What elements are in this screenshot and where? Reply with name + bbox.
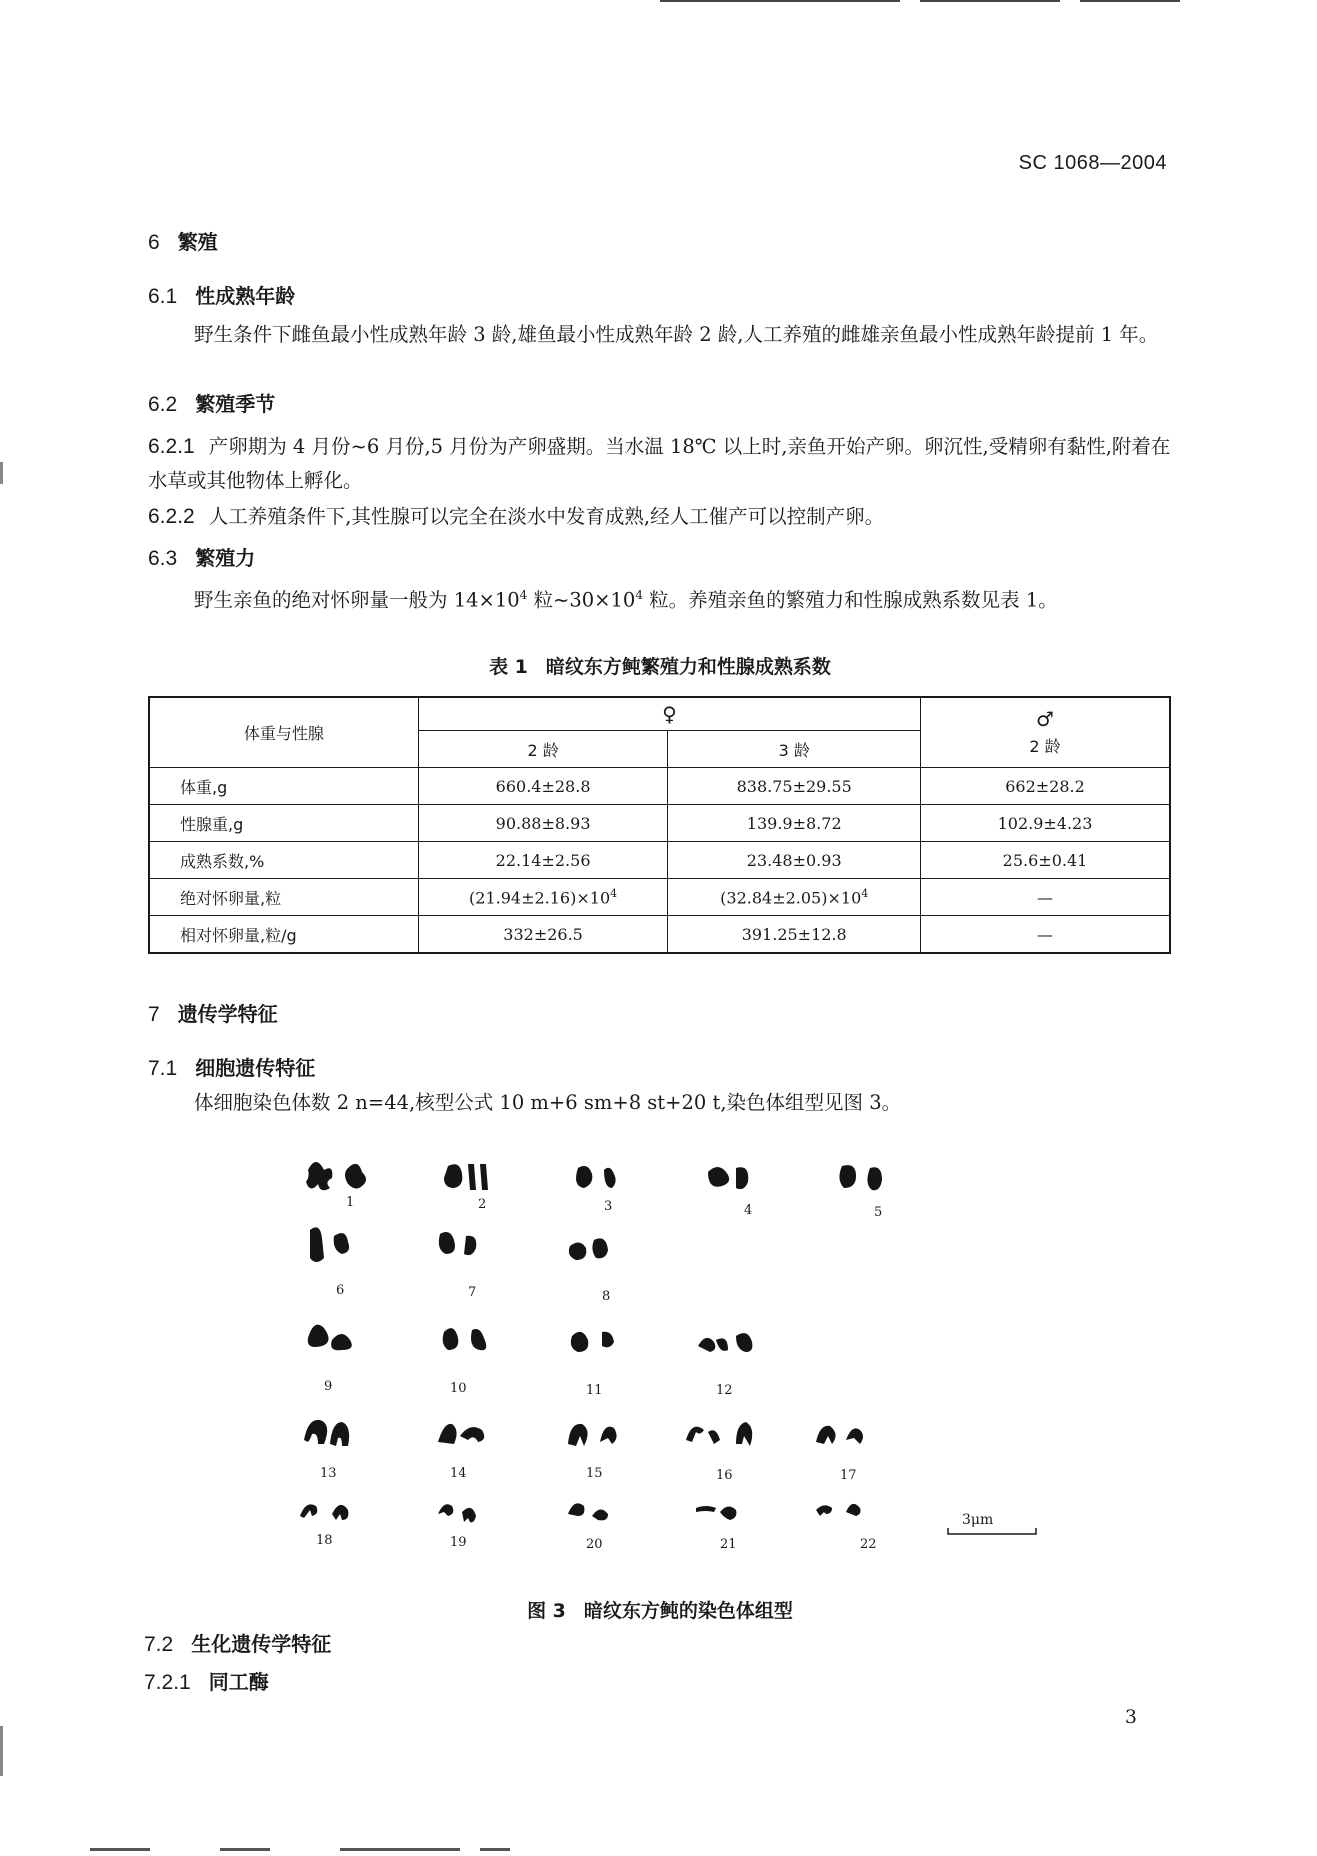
section-number: 7.1	[148, 1057, 178, 1080]
table-corner-header: 体重与性腺	[149, 697, 418, 768]
chromosome-label: 9	[324, 1379, 333, 1394]
value-text: (21.94±2.16)×10	[469, 888, 611, 908]
chromosome-label: 21	[720, 1537, 737, 1552]
caption-number: 表 1	[489, 656, 528, 678]
cell-value: 22.14±2.56	[418, 842, 668, 879]
scan-margin-mark	[0, 462, 3, 484]
cell-value: —	[921, 879, 1170, 916]
cell-value: 391.25±12.8	[668, 916, 921, 954]
paragraph-6-2-2	[148, 500, 1172, 534]
table-1	[148, 696, 1171, 954]
chromosome-labels-row-5	[316, 1533, 877, 1552]
chromosome-label: 13	[320, 1466, 337, 1481]
table-row	[149, 916, 1170, 954]
chromosome-label: 3	[604, 1199, 613, 1214]
cell-value: 662±28.2	[921, 768, 1170, 805]
chromosome-label: 15	[586, 1466, 603, 1481]
chromosome-label: 19	[450, 1535, 467, 1550]
scan-artifact-line	[340, 1848, 460, 1851]
section-title: 遗传学特征	[177, 1002, 278, 1026]
section-number: 6.3	[148, 547, 178, 570]
chromosome-labels-row-2	[336, 1283, 610, 1304]
caption-text: 暗纹东方鲀的染色体组型	[583, 1600, 793, 1622]
chromosome-label: 11	[586, 1383, 603, 1398]
figure-3-caption	[148, 1596, 1172, 1623]
section-7-2-1-heading	[144, 1666, 269, 1695]
chromosome-labels-row-3	[324, 1379, 733, 1398]
chromosome-row-4	[304, 1420, 863, 1446]
caption-text: 暗纹东方鲀繁殖力和性腺成熟系数	[545, 656, 831, 678]
male-header	[921, 697, 1170, 768]
scan-artifact-line	[1080, 0, 1180, 2]
caption-number: 图 3	[527, 1600, 566, 1622]
chromosome-label: 1	[346, 1195, 355, 1210]
chromosome-label: 2	[478, 1197, 487, 1212]
scan-artifact-line	[90, 1848, 150, 1851]
section-7-heading	[148, 998, 278, 1027]
section-number: 7	[148, 1003, 160, 1026]
male-age: 2 龄	[1029, 736, 1061, 756]
chromosome-labels-row-1	[346, 1195, 882, 1220]
section-title: 细胞遗传特征	[195, 1056, 316, 1080]
value-text: (32.84±2.05)×10	[720, 888, 862, 908]
cell-value: 25.6±0.41	[921, 842, 1170, 879]
chromosome-label: 4	[744, 1203, 753, 1218]
cell-value: 23.48±0.93	[668, 842, 921, 879]
chromosome-label: 6	[336, 1283, 345, 1298]
scale-bar	[948, 1512, 1036, 1534]
chromosome-row-5	[300, 1503, 861, 1522]
chromosome-label: 22	[860, 1537, 877, 1552]
superscript: 4	[519, 588, 528, 602]
section-title: 繁殖季节	[195, 392, 276, 416]
scan-margin-mark	[0, 1726, 3, 1776]
paragraph-7-1: 体细胞染色体数 2 n=44,核型公式 10 m+6 sm+8 st+20 t,染色体组型见图 3。	[194, 1091, 902, 1114]
superscript: 4	[861, 886, 869, 900]
chromosome-row-1	[306, 1162, 882, 1190]
scan-artifact-line	[660, 0, 900, 2]
text-segment: 野生亲鱼的绝对怀卵量一般为 14×10	[194, 588, 520, 612]
cell-value	[418, 879, 668, 916]
karyotype-figure	[290, 1150, 1060, 1570]
chromosome-label: 14	[450, 1466, 467, 1481]
chromosome-label: 8	[602, 1289, 611, 1304]
clause-number: 6.2.2	[148, 505, 195, 528]
chromosome-label: 17	[840, 1468, 857, 1483]
scale-label: 3μm	[962, 1512, 994, 1528]
superscript: 4	[610, 886, 618, 900]
section-6-3-heading	[148, 542, 255, 571]
row-label: 绝对怀卵量,粒	[149, 879, 418, 916]
clause-text: 人工养殖条件下,其性腺可以完全在淡水中发育成熟,经人工催产可以控制产卵。	[208, 505, 885, 528]
chromosome-label: 18	[316, 1533, 333, 1548]
section-number: 7.2.1	[144, 1671, 191, 1694]
section-6-2-heading	[148, 388, 275, 417]
row-label: 体重,g	[149, 768, 418, 805]
row-label: 相对怀卵量,粒/g	[149, 916, 418, 954]
text-segment: 粒。养殖亲鱼的繁殖力和性腺成熟系数见表 1。	[642, 588, 1058, 612]
female-symbol: ♀	[418, 697, 920, 731]
section-number: 7.2	[144, 1633, 174, 1656]
chromosome-label: 7	[468, 1285, 477, 1300]
table-1-caption	[148, 652, 1172, 679]
chromosome-row-3	[308, 1325, 753, 1352]
cell-value: 332±26.5	[418, 916, 668, 954]
section-title: 生化遗传学特征	[191, 1632, 332, 1656]
cell-value: 90.88±8.93	[418, 805, 668, 842]
paragraph-6-1: 野生条件下雌鱼最小性成熟年龄 3 龄,雄鱼最小性成熟年龄 2 龄,人工养殖的雌雄亲鱼最小性成熟年龄提前 1 年。	[194, 323, 1159, 346]
section-number: 6.1	[148, 285, 178, 308]
table-row	[149, 768, 1170, 805]
standard-code: SC 1068—2004	[1018, 152, 1167, 174]
table-row	[149, 805, 1170, 842]
section-title: 繁殖	[177, 230, 218, 254]
scan-artifact-line	[220, 1848, 270, 1851]
cell-value: 660.4±28.8	[418, 768, 668, 805]
table-row	[149, 842, 1170, 879]
chromosome-label: 16	[716, 1468, 733, 1483]
scan-artifact-line	[480, 1848, 510, 1851]
row-label: 成熟系数,%	[149, 842, 418, 879]
cell-value	[668, 879, 921, 916]
superscript: 4	[635, 588, 643, 602]
chromosome-label: 20	[586, 1537, 603, 1552]
cell-value: —	[921, 916, 1170, 954]
section-7-1-heading	[148, 1052, 315, 1081]
male-symbol: ♂	[1036, 706, 1054, 731]
chromosome-labels-row-4	[320, 1466, 857, 1483]
clause-text: 产卵期为 4 月份~6 月份,5 月份为产卵盛期。当水温 18℃ 以上时,亲鱼开始产卵。卵沉性,受精卵有黏性,附着在水草或其他物体上孵化。	[148, 435, 1171, 492]
section-title: 繁殖力	[195, 546, 256, 570]
row-label: 性腺重,g	[149, 805, 418, 842]
section-title: 同工酶	[208, 1670, 269, 1694]
chromosome-label: 10	[450, 1381, 467, 1396]
section-title: 性成熟年龄	[195, 284, 296, 308]
chromosome-row-2	[310, 1227, 608, 1262]
scan-artifact-line	[920, 0, 1060, 2]
section-6-1-heading	[148, 280, 295, 309]
cell-value: 139.9±8.72	[668, 805, 921, 842]
text-segment: 粒~30×10	[527, 588, 636, 612]
female-age-2: 2 龄	[418, 731, 668, 768]
chromosome-label: 12	[716, 1383, 733, 1398]
paragraph-6-3	[148, 578, 1172, 618]
paragraph-6-2-1	[148, 430, 1172, 498]
table-row	[149, 879, 1170, 916]
cell-value: 838.75±29.55	[668, 768, 921, 805]
section-number: 6.2	[148, 393, 178, 416]
section-number: 6	[148, 231, 160, 254]
female-age-3: 3 龄	[668, 731, 921, 768]
cell-value: 102.9±4.23	[921, 805, 1170, 842]
page-number: 3	[1124, 1706, 1137, 1728]
section-6-heading	[148, 226, 218, 255]
section-7-2-heading	[144, 1628, 331, 1657]
chromosome-label: 5	[874, 1205, 883, 1220]
clause-number: 6.2.1	[148, 435, 195, 458]
